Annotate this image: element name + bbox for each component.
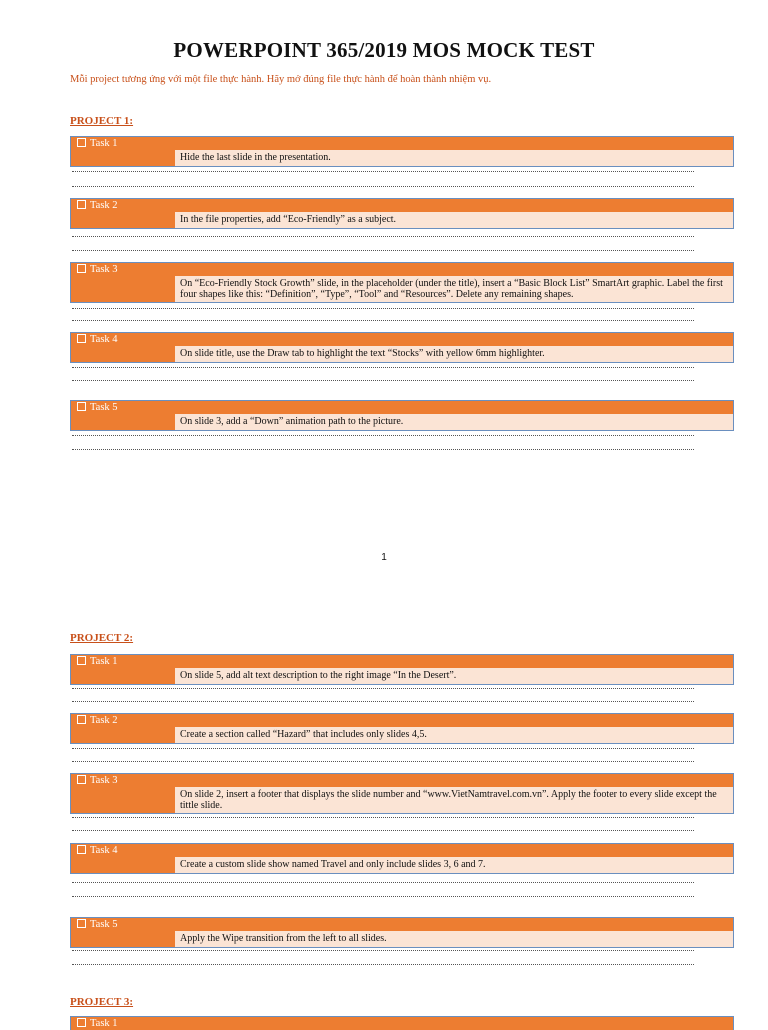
project-2-task-4 [70,843,734,874]
checkbox-icon[interactable] [77,775,86,784]
task-label: Task 2 [90,200,118,211]
project-1-task-4 [70,332,734,363]
answer-line [72,250,694,251]
answer-line [72,817,694,818]
checkbox-icon[interactable] [77,656,86,665]
task-label: Task 3 [90,775,118,786]
answer-line [72,308,694,309]
answer-line [72,950,694,951]
checkbox-icon[interactable] [77,919,86,928]
task-text: Hide the last slide in the presentation. [175,150,733,166]
task-text: Create a section called “Hazard” that includes only slides 4,5. [175,727,733,743]
project-1-heading: PROJECT 1: [70,115,134,127]
answer-line [72,882,694,883]
project-2-task-1 [70,654,734,685]
project-1-task-5 [70,400,734,431]
project-2-task-5 [70,917,734,948]
project-3-task-1 [70,1016,734,1030]
task-text: In the file properties, add “Eco-Friendly” as a subject. [175,212,733,228]
instructions-text: Mỗi project tương ứng với một file thực hành. Hãy mở đúng file thực hành để hoàn thành nhiệm vụ. [70,74,492,85]
task-label: Task 5 [90,402,118,413]
task-text: On slide 5, add alt text description to the right image “In the Desert”. [175,668,733,684]
task-label: Task 3 [90,264,118,275]
task-text: On slide 3, add a “Down” animation path to the picture. [175,414,733,430]
checkbox-icon[interactable] [77,264,86,273]
answer-line [72,761,694,762]
answer-line [72,171,694,172]
task-label: Task 1 [90,138,118,149]
page-number: 1 [381,552,387,563]
checkbox-icon[interactable] [77,334,86,343]
answer-line [72,701,694,702]
task-label: Task 4 [90,334,118,345]
answer-line [72,896,694,897]
task-label: Task 4 [90,845,118,856]
answer-line [72,320,694,321]
project-1-task-2 [70,198,734,229]
answer-line [72,236,694,237]
task-text: Create a custom slide show named Travel and only include slides 3, 6 and 7. [175,857,733,873]
checkbox-icon[interactable] [77,402,86,411]
task-label: Task 1 [90,656,118,667]
task-text: On slide 2, insert a footer that displays the slide number and “www.VietNamtravel.com.vn”. Apply the footer to every slide except the tittle slide. [175,787,733,813]
answer-line [72,964,694,965]
answer-line [72,449,694,450]
answer-line [72,688,694,689]
task-text: Apply the Wipe transition from the left to all slides. [175,931,733,947]
project-2-task-3 [70,773,734,814]
answer-line [72,186,694,187]
task-text: On slide title, use the Draw tab to highlight the text “Stocks” with yellow 6mm highlighter. [175,346,733,362]
project-3-heading: PROJECT 3: [70,996,134,1008]
answer-line [72,830,694,831]
checkbox-icon[interactable] [77,138,86,147]
answer-line [72,748,694,749]
project-1-task-3 [70,262,734,303]
checkbox-icon[interactable] [77,845,86,854]
checkbox-icon[interactable] [77,200,86,209]
answer-line [72,367,694,368]
task-label: Task 5 [90,919,118,930]
task-text: On “Eco-Friendly Stock Growth” slide, in the placeholder (under the title), insert a “Basic Block List” SmartArt graphic. Label the first four shapes like this: “Definition”, “Type”, “Tool” and “Resources”. Delete any remaining shapes. [175,276,733,302]
page-title: POWERPOINT 365/2019 MOS MOCK TEST [173,38,595,62]
project-2-heading: PROJECT 2: [70,632,134,644]
checkbox-icon[interactable] [77,715,86,724]
answer-line [72,380,694,381]
checkbox-icon[interactable] [77,1018,86,1027]
task-label: Task 2 [90,715,118,726]
project-1-task-1 [70,136,734,167]
answer-line [72,435,694,436]
task-label: Task 1 [90,1018,118,1029]
project-2-task-2 [70,713,734,744]
